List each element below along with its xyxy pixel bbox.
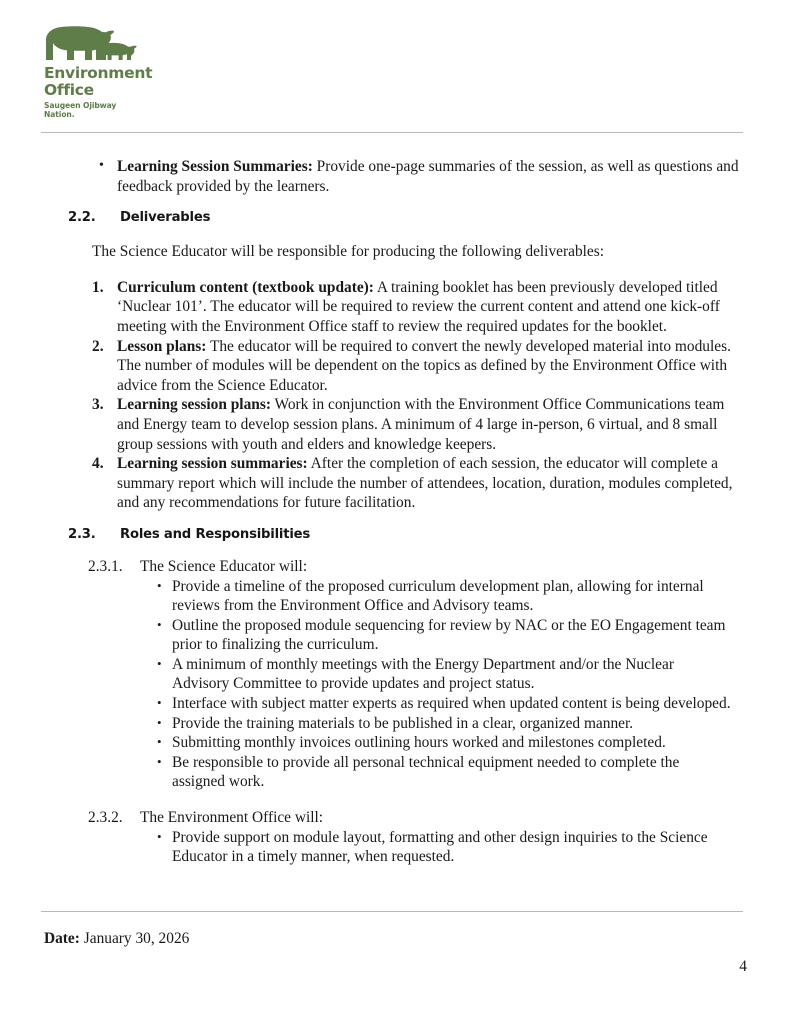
subsection-science-educator bbox=[0, 557, 791, 577]
document-body bbox=[0, 157, 791, 867]
section-number: 2.2. bbox=[68, 210, 96, 226]
top-bullet-list bbox=[0, 157, 791, 196]
item-lead-in: Curriculum content (textbook update): bbox=[117, 278, 374, 296]
section-number: 2.3. bbox=[68, 526, 96, 542]
header-divider bbox=[41, 132, 743, 133]
bullet-text: Provide one-page summaries of the session, as well as questions and feedback provided by the learners. bbox=[117, 158, 739, 195]
item-text: After the completion of each session, the educator will complete a summary report which will include the number of attendees, location, duration, modules completed, and any recommendations for future facilitation. bbox=[117, 455, 733, 512]
item-lead-in: Learning session summaries: bbox=[117, 455, 308, 473]
list-item: • Provide the training materials to be published in a clear, organized manner. bbox=[0, 714, 791, 734]
page-number: 4 bbox=[739, 958, 747, 975]
list-item bbox=[0, 157, 791, 196]
subsection-number: 2.3.1. bbox=[88, 557, 123, 575]
environment-office-bullet-list bbox=[0, 828, 791, 867]
list-item: • Be responsible to provide all personal technical equipment needed to complete the assigned work. bbox=[0, 753, 791, 792]
deliverables-list bbox=[0, 278, 791, 513]
list-item bbox=[0, 337, 791, 396]
section-title: Deliverables bbox=[120, 210, 211, 226]
subsection-number: 2.3.2. bbox=[88, 809, 123, 827]
list-marker: 1. bbox=[92, 278, 104, 296]
subsection-environment-office bbox=[0, 808, 791, 828]
footer-date bbox=[44, 929, 189, 949]
organization-logo bbox=[44, 24, 344, 119]
section-title: Roles and Responsibilities bbox=[120, 526, 311, 542]
footer-divider bbox=[41, 911, 743, 912]
logo-wordmark bbox=[44, 65, 344, 98]
logo-subtitle-line2: Nation. bbox=[44, 110, 75, 120]
list-marker: 3. bbox=[92, 396, 104, 414]
list-item bbox=[0, 454, 791, 513]
deliverables-intro-paragraph: The Science Educator will be responsible for producing the following deliverables: bbox=[92, 243, 605, 261]
footer-date-value: January 30, 2026 bbox=[79, 930, 190, 947]
item-text: A training booklet has been previously developed titled ‘Nuclear 101’. The educator will be required to review the current content and attend one kick-off meeting with the Environment Office staff to review the required updates for the booklet. bbox=[117, 278, 720, 335]
subsection-title: The Environment Office will: bbox=[140, 809, 324, 827]
list-item: • Interface with subject matter experts as required when updated content is being developed. bbox=[0, 694, 791, 714]
section-heading-deliverables bbox=[0, 210, 791, 226]
list-item: • A minimum of monthly meetings with the Energy Department and/or the Nuclear Advisory Committee to provide updates and project status. bbox=[0, 655, 791, 694]
logo-wordmark-line1: Environment bbox=[44, 64, 153, 82]
list-marker: 4. bbox=[92, 455, 104, 473]
item-text: Work in conjunction with the Environment Office Communications team and Energy team to develop session plans. A minimum of 4 large in-person, 6 virtual, and 8 small group sessions with youth and elders and knowledge keepers. bbox=[117, 396, 725, 453]
list-item: • Provide support on module layout, formatting and other design inquiries to the Science Educator in a timely manner, when requested. bbox=[0, 828, 791, 867]
bear-and-cub-icon bbox=[44, 24, 141, 61]
list-marker: 2. bbox=[92, 337, 104, 355]
logo-wordmark-line2: Office bbox=[44, 80, 94, 99]
section-heading-roles bbox=[0, 527, 791, 543]
science-educator-bullet-list bbox=[0, 577, 791, 793]
list-item: • Outline the proposed module sequencing for review by NAC or the EO Engagement team prior to finalizing the curriculum. bbox=[0, 616, 791, 655]
logo-subtitle-line1: Saugeen Ojibway bbox=[44, 101, 117, 110]
subsection-title: The Science Educator will: bbox=[140, 557, 308, 575]
logo-subtitle bbox=[44, 101, 344, 119]
list-item: • Provide a timeline of the proposed curriculum development plan, allowing for internal reviews from the Environment Office and Advisory teams. bbox=[0, 577, 791, 616]
list-item: • Submitting monthly invoices outlining hours worked and milestones completed. bbox=[0, 733, 791, 753]
list-item bbox=[0, 278, 791, 337]
item-lead-in: Learning session plans: bbox=[117, 396, 271, 414]
item-text: The educator will be required to convert the newly developed material into modules. The number of modules will be dependent on the topics as defined by the Environment Office with advice from the Science Educator. bbox=[117, 337, 731, 394]
footer-date-label: Date: bbox=[44, 930, 80, 947]
item-lead-in: Lesson plans: bbox=[117, 337, 207, 355]
bullet-lead-in: Learning Session Summaries: bbox=[117, 158, 313, 175]
list-item bbox=[0, 395, 791, 454]
